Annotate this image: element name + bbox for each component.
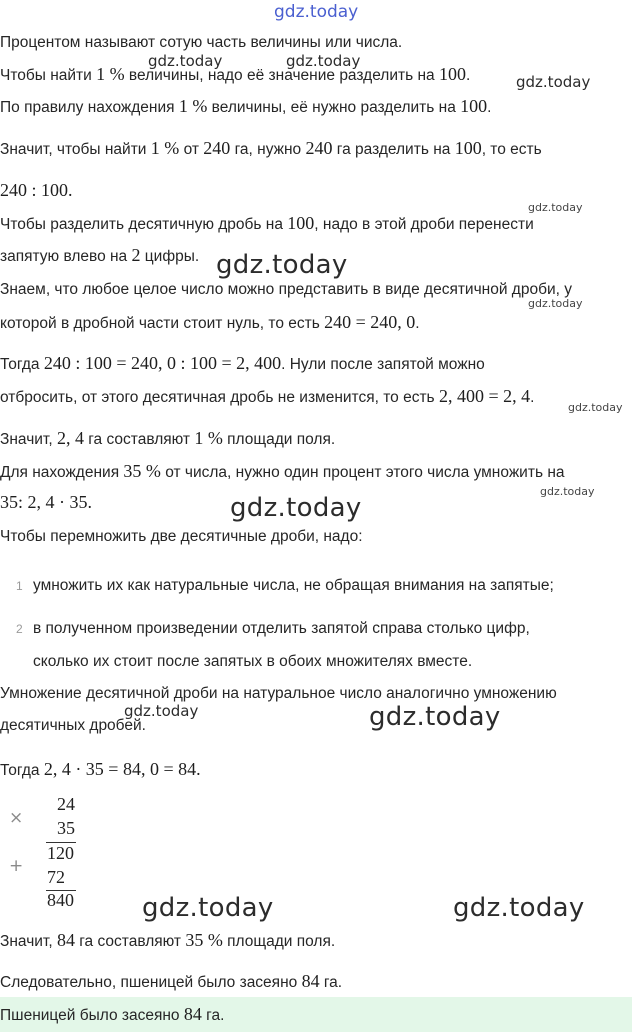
text-line: Знаем, что любое целое число можно представить в виде десятичной дроби, у	[0, 281, 572, 298]
list-number: 2	[16, 622, 23, 636]
partial-product: 72	[47, 867, 65, 887]
plus-sign: +	[9, 856, 24, 876]
watermark: gdz.today	[286, 52, 361, 70]
watermark: gdz.today	[230, 493, 362, 523]
watermark: gdz.today	[568, 401, 623, 414]
text-line: Значит, 2, 4 га составляют 1 % площади поля.	[0, 428, 336, 448]
text-line: Чтобы разделить десятичную дробь на 100, надо в этой дроби перенести	[0, 213, 534, 233]
answer-box	[0, 997, 632, 1032]
text-line: десятичных дробей.	[0, 717, 146, 734]
watermark: gdz.today	[369, 702, 501, 732]
text-line: По правилу нахождения 1 % величины, её нужно разделить на 100.	[0, 96, 492, 116]
text-line: Чтобы найти 1 % величины, надо её значение разделить на 100.	[0, 64, 471, 84]
watermark: gdz.today	[516, 73, 591, 91]
text-line: Процентом называют сотую часть величины или числа.	[0, 34, 403, 51]
times-sign: ×	[9, 808, 24, 828]
watermark: gdz.today	[540, 485, 595, 498]
watermark: gdz.today	[124, 702, 199, 720]
watermark: gdz.today	[142, 893, 274, 923]
math-line: 35: 2, 4 · 35.	[0, 492, 92, 512]
text-line: Умножение десятичной дроби на натуральное число аналогично умножению	[0, 685, 557, 702]
partial-product: 120	[47, 843, 74, 863]
text-line: запятую влево на 2 цифры.	[0, 245, 200, 265]
factor: 24	[57, 794, 75, 814]
text-line: Тогда 240 : 100 = 240, 0 : 100 = 2, 400. Нули после запятой можно	[0, 353, 485, 373]
watermark: gdz.today	[528, 297, 583, 310]
watermark-top: gdz.today	[274, 2, 359, 22]
watermark: gdz.today	[453, 893, 585, 923]
list-item: в полученном произведении отделить запятой справа столько цифр,	[33, 620, 530, 637]
text-line: которой в дробной части стоит нуль, то есть 240 = 240, 0.	[0, 312, 420, 332]
answer-text: Пшеницей было засеяно 84 га.	[0, 1004, 225, 1024]
text-line: Для нахождения 35 % от числа, нужно один процент этого числа умножить на	[0, 461, 565, 481]
watermark: gdz.today	[528, 201, 583, 214]
text-line: Тогда 2, 4 · 35 = 84, 0 = 84.	[0, 759, 201, 779]
text-line: Значит, чтобы найти 1 % от 240 га, нужно 240 га разделить на 100, то есть	[0, 138, 542, 158]
list-item-continuation: сколько их стоит после запятых в обоих множителях вместе.	[33, 653, 473, 670]
text-line: Следовательно, пшеницей было засеяно 84 га.	[0, 971, 343, 991]
math-line: 240 : 100.	[0, 180, 73, 200]
text-line: Значит, 84 га составляют 35 % площади поля.	[0, 930, 336, 950]
list-item: умножить их как натуральные числа, не обращая внимания на запятые;	[33, 577, 554, 594]
watermark: gdz.today	[148, 52, 223, 70]
watermark: gdz.today	[216, 250, 348, 280]
list-number: 1	[16, 579, 23, 593]
product-result: 840	[47, 890, 74, 910]
text-line: Чтобы перемножить две десятичные дроби, надо:	[0, 528, 363, 545]
text-line: отбросить, от этого десятичная дробь не изменится, то есть 2, 400 = 2, 4.	[0, 386, 535, 406]
factor: 35	[57, 818, 75, 838]
